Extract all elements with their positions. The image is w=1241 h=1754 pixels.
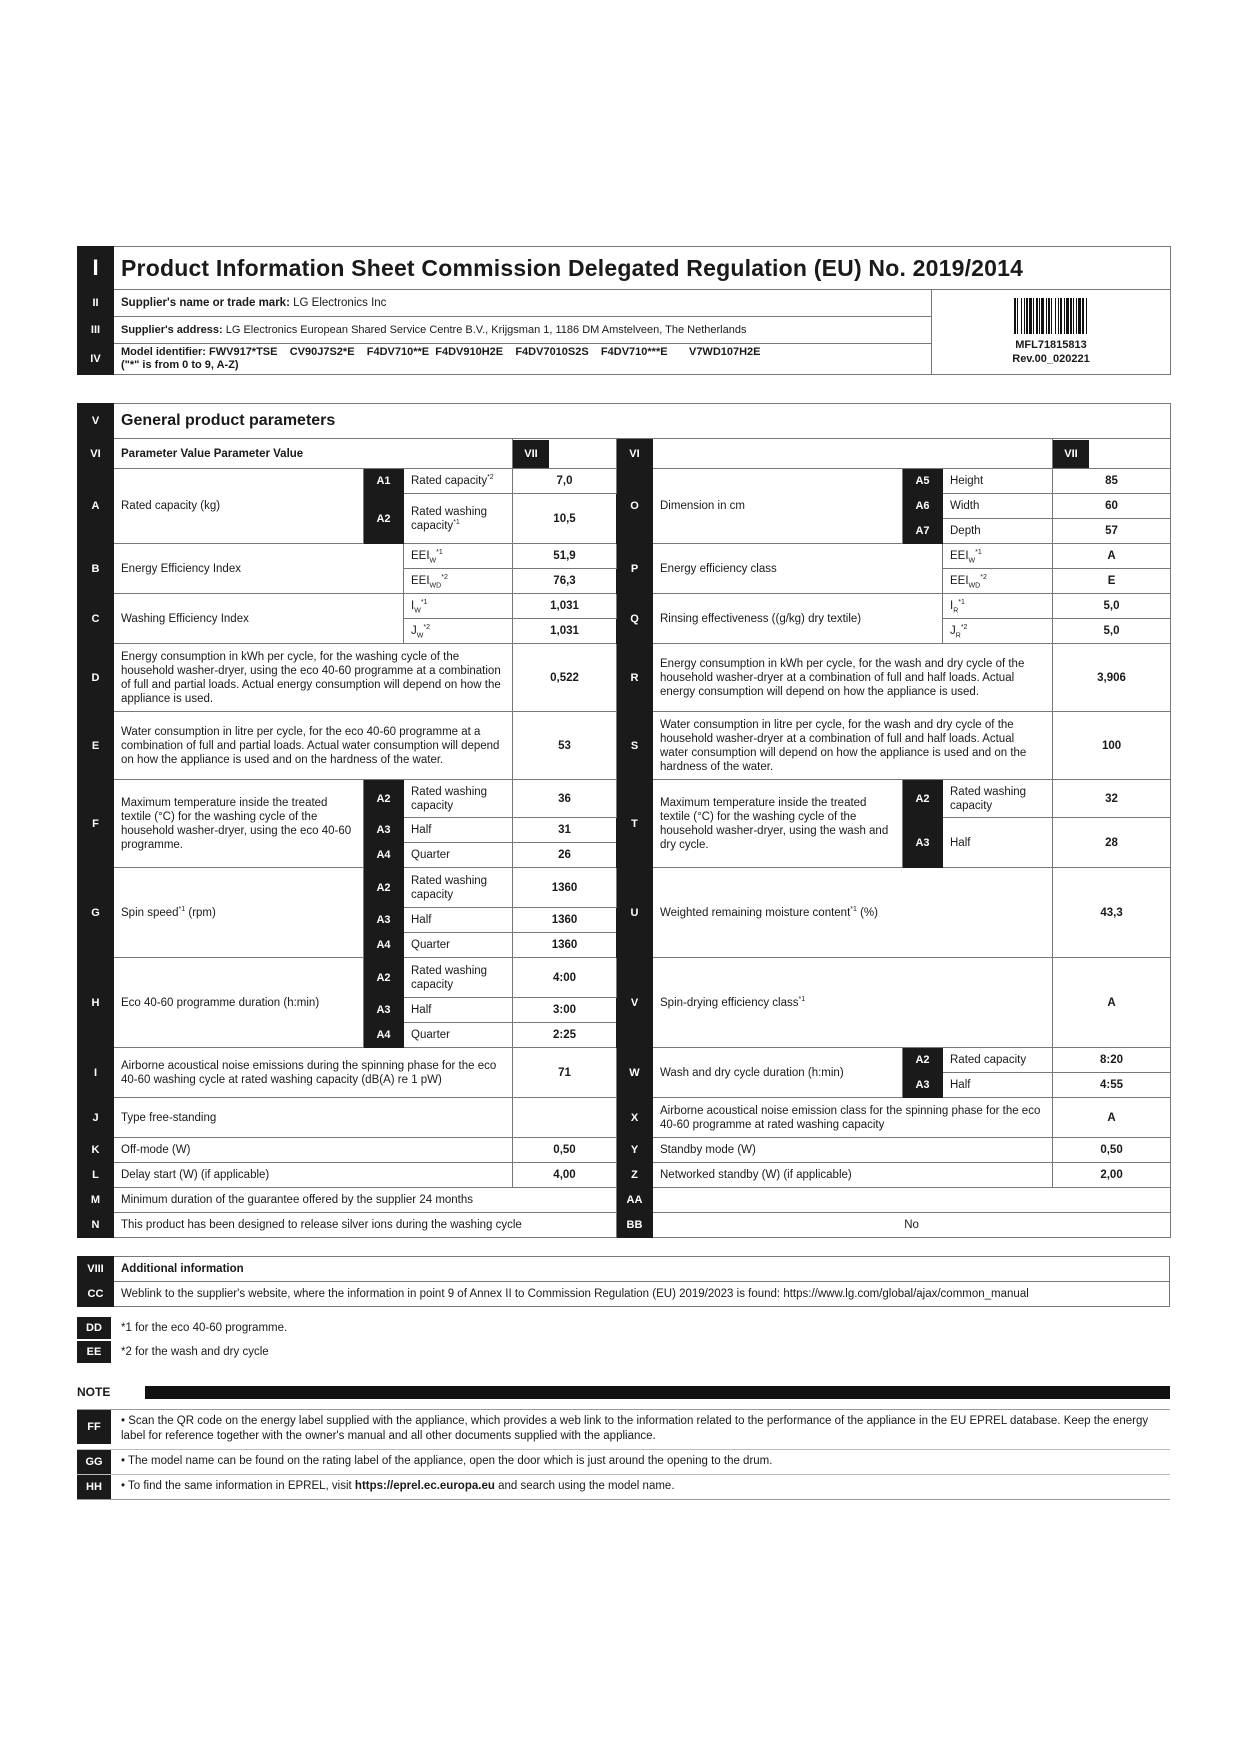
row-key-g: G <box>78 868 114 958</box>
jr-label <box>943 619 1053 644</box>
row-key-aa: AA <box>617 1188 653 1213</box>
jw-text: J <box>411 625 417 637</box>
f-a2-label: Rated washing capacity <box>404 780 513 818</box>
height-label: Height <box>943 469 1053 494</box>
water-consumption-washdry-value: 100 <box>1053 712 1171 780</box>
washdry-duration-label: Wash and dry cycle duration (h:min) <box>653 1048 903 1098</box>
f-a4-value: 26 <box>513 843 617 868</box>
g-a2-value: 1360 <box>513 868 617 908</box>
row-key-z: Z <box>617 1163 653 1188</box>
section-title: General product parameters <box>114 404 1171 439</box>
note-gg <box>77 1449 1170 1474</box>
eeiw-text: EEI <box>411 550 430 562</box>
additional-info-block <box>77 1256 1170 1307</box>
g-a4-value: 1360 <box>513 933 617 958</box>
doc-revision: Rev.00_020221 <box>1012 353 1090 365</box>
iw-sub: W <box>414 607 421 615</box>
jr-value: 5,0 <box>1053 619 1171 644</box>
remaining-moisture-label <box>653 868 1053 958</box>
barcode-icon <box>984 298 1119 334</box>
sub-key-a5: A5 <box>903 469 943 494</box>
silver-ions-value: No <box>653 1213 1171 1238</box>
jr-text: J <box>950 625 956 637</box>
note-gg-text: • The model name can be found on the rating label of the appliance, open the door which is just around the opening to the drum. <box>121 1455 773 1467</box>
additional-title: Additional information <box>114 1257 1170 1282</box>
silver-ions-label: This product has been designed to release silver ions during the washing cycle <box>114 1213 617 1238</box>
sub-key-a2: A2 <box>364 494 404 544</box>
spin-drying-class-label <box>653 958 1053 1048</box>
eeiwd-class-value: E <box>1053 569 1171 594</box>
row-key-x: X <box>617 1098 653 1138</box>
w-a3-value: 4:55 <box>1053 1073 1171 1098</box>
footnote-ee <box>77 1341 269 1363</box>
width-label: Width <box>943 494 1053 519</box>
energy-efficiency-index-label: Energy Efficiency Index <box>114 544 404 594</box>
model-note: ("*" is from 0 to 9, A-Z) <box>121 359 239 371</box>
row-key-e: E <box>78 712 114 780</box>
section-key-viii: VIII <box>78 1257 114 1282</box>
remaining-moisture-text: Weighted remaining moisture content <box>660 906 851 919</box>
t-a2-value: 32 <box>1053 780 1171 818</box>
row-key-c: C <box>78 594 114 644</box>
parameter-header-right <box>653 439 1053 469</box>
h-a3-label: Half <box>404 998 513 1023</box>
energy-efficiency-class-label: Energy efficiency class <box>653 544 943 594</box>
sub-key-a1: A1 <box>364 469 404 494</box>
model-identifier-row <box>114 344 932 375</box>
w-a2-label: Rated capacity <box>943 1048 1053 1073</box>
eeiw-value: 51,9 <box>513 544 617 569</box>
g-a3-label: Half <box>404 908 513 933</box>
note-bar <box>145 1386 1170 1399</box>
eeiw-class-text: EEI <box>950 550 969 562</box>
row-key-j: J <box>78 1098 114 1138</box>
row-key-cc: CC <box>78 1282 114 1307</box>
iw-text: I <box>411 600 415 612</box>
spin-speed-label <box>114 868 364 958</box>
eprel-link[interactable]: https://eprel.ec.europa.eu <box>354 1480 495 1492</box>
row-key-b: B <box>78 544 114 594</box>
section-key-ii: II <box>78 290 114 317</box>
spin-drying-class-value: A <box>1053 958 1171 1048</box>
model-label: Model identifier: <box>121 346 206 358</box>
eeiw-class-sup: *1 <box>975 549 982 557</box>
spin-drying-class-text: Spin-drying efficiency class <box>660 996 799 1009</box>
eeiwd-class-text: EEI <box>950 575 969 587</box>
row-key-bb: BB <box>617 1213 653 1238</box>
t-sub-key-a2: A2 <box>903 780 943 818</box>
row-key-a: A <box>78 469 114 544</box>
energy-consumption-washdry-label: Energy consumption in kWh per cycle, for the wash and dry cycle of the household washer-dryer at a combination of full and half loads. Actual energy consumption will depend on how the appliance is used. <box>653 644 1053 712</box>
eeiwd-class-label <box>943 569 1053 594</box>
dimension-label: Dimension in cm <box>653 469 903 544</box>
note-hh-text <box>111 1475 1170 1498</box>
eeiwd-label <box>404 569 513 594</box>
jw-label <box>404 619 513 644</box>
rinsing-effectiveness-label: Rinsing effectiveness ((g/kg) dry textile) <box>653 594 943 644</box>
water-consumption-wash-label: Water consumption in litre per cycle, for the eco 40-60 programme at a combination of full and partial loads. Actual water consumption will depend on how the appliance is used and on the hardness of the water. <box>114 712 513 780</box>
noise-emission-value: 71 <box>513 1048 617 1098</box>
rated-capacity-label: Rated capacity (kg) <box>114 469 364 544</box>
jw-value: 1,031 <box>513 619 617 644</box>
note-hh-pre: • To find the same information in EPREL, visit <box>121 1480 355 1492</box>
h-a4-value: 2:25 <box>513 1023 617 1048</box>
row-key-gg: GG <box>77 1450 111 1474</box>
remaining-moisture-sup: *1 <box>850 905 857 913</box>
vii-header-cell-right <box>1053 439 1171 469</box>
g-sub-key-a4: A4 <box>364 933 404 958</box>
off-mode-value: 0,50 <box>513 1138 617 1163</box>
iw-value: 1,031 <box>513 594 617 619</box>
off-mode-label: Off-mode (W) <box>114 1138 513 1163</box>
jw-sup: *2 <box>423 624 430 632</box>
w-sub-key-a2: A2 <box>903 1048 943 1073</box>
remaining-moisture-value: 43,3 <box>1053 868 1171 958</box>
barcode-stripe <box>1087 298 1088 334</box>
row-key-hh: HH <box>77 1475 111 1499</box>
row-key-k: K <box>78 1138 114 1163</box>
rated-washing-capacity-label <box>404 494 513 544</box>
section-key-i: I <box>78 247 114 290</box>
spin-speed-unit: (rpm) <box>185 906 216 919</box>
row-key-ee: EE <box>77 1341 111 1363</box>
standby-label: Standby mode (W) <box>653 1138 1053 1163</box>
section-key-vii: VII <box>513 440 549 468</box>
page-title: Product Information Sheet Commission Delegated Regulation (EU) No. 2019/2014 <box>114 247 1171 290</box>
sub-key-a7: A7 <box>903 519 943 544</box>
section-key-v: V <box>78 404 114 439</box>
jr-sup: *2 <box>960 624 968 632</box>
row-key-n: N <box>78 1213 114 1238</box>
note-ff <box>77 1410 1170 1448</box>
a1-label: Rated capacity <box>411 475 488 487</box>
h-a3-value: 3:00 <box>513 998 617 1023</box>
water-consumption-washdry-label: Water consumption in litre per cycle, for the wash and dry cycle of the household washer-dryer at a combination of full and half loads. Actual water consumption will depend on how the appliance is used and on the hardness of the water. <box>653 712 1053 780</box>
row-key-p: P <box>617 544 653 594</box>
w-a2-value: 8:20 <box>1053 1048 1171 1073</box>
parameter-header: Parameter Value Parameter Value <box>114 439 513 469</box>
f-sub-key-a4: A4 <box>364 843 404 868</box>
eco-duration-label: Eco 40-60 programme duration (h:min) <box>114 958 364 1048</box>
rated-capacity-value: 7,0 <box>513 469 617 494</box>
row-key-o: O <box>617 469 653 544</box>
height-value: 85 <box>1053 469 1171 494</box>
eeiw-label <box>404 544 513 569</box>
row-key-w: W <box>617 1048 653 1098</box>
vii-header-cell <box>513 439 617 469</box>
note-ff-text: • Scan the QR code on the energy label supplied with the appliance, which provides a web link to the information related to the performance of the appliance in the EU EPREL database. Keep the energy label for reference together with the owner's manual and all other documents supplied with the appliance. <box>121 1415 1149 1442</box>
f-a4-label: Quarter <box>404 843 513 868</box>
g-a4-label: Quarter <box>404 933 513 958</box>
water-consumption-wash-value: 53 <box>513 712 617 780</box>
g-sub-key-a2: A2 <box>364 868 404 908</box>
energy-consumption-wash-label: Energy consumption in kWh per cycle, for the washing cycle of the household washer-dryer, using the eco 40-60 programme at a combination of full and partial loads. Actual energy consumption will depend on how the appliance is used. <box>114 644 513 712</box>
row-key-l: L <box>78 1163 114 1188</box>
iw-label <box>404 594 513 619</box>
depth-label: Depth <box>943 519 1053 544</box>
ir-sub: R <box>953 607 959 615</box>
eeiw-sup: *1 <box>436 549 443 557</box>
jr-sub: R <box>955 632 961 640</box>
rated-washing-capacity-value: 10,5 <box>513 494 617 544</box>
eeiwd-class-sup: *2 <box>980 574 987 582</box>
row-key-t: T <box>617 780 653 868</box>
spin-speed-sup: *1 <box>178 905 186 913</box>
note-header <box>77 1381 1170 1403</box>
networked-standby-value: 2,00 <box>1053 1163 1171 1188</box>
supplier-value: LG Electronics Inc <box>293 297 387 309</box>
washing-efficiency-index-label: Washing Efficiency Index <box>114 594 404 644</box>
eeiw-sub: W <box>429 557 437 565</box>
footnote-dd-text: *1 for the eco 40-60 programme. <box>121 1322 288 1334</box>
max-temp-washdry-label: Maximum temperature inside the treated textile (°C) for the washing cycle of the household washer-dryer, using the wash and dry cycle. <box>653 780 903 868</box>
row-key-y: Y <box>617 1138 653 1163</box>
footnote-dd <box>77 1317 287 1339</box>
h-a2-label: Rated washing capacity <box>404 958 513 998</box>
w-a3-label: Half <box>943 1073 1053 1098</box>
row-key-s: S <box>617 712 653 780</box>
type-value <box>513 1098 617 1138</box>
section-key-iii: III <box>78 317 114 344</box>
h-a2-value: 4:00 <box>513 958 617 998</box>
standby-value: 0,50 <box>1053 1138 1171 1163</box>
width-value: 60 <box>1053 494 1171 519</box>
g-a3-value: 1360 <box>513 908 617 933</box>
eeiw-class-label <box>943 544 1053 569</box>
g-sub-key-a3: A3 <box>364 908 404 933</box>
guarantee-label: Minimum duration of the guarantee offered by the supplier 24 months <box>114 1188 617 1213</box>
eeiwd-class-sub: WD <box>968 582 981 590</box>
noise-class-label: Airborne acoustical noise emission class for the spinning phase for the eco 40-60 programme at rated washing capacity <box>653 1098 1053 1138</box>
spin-speed-text: Spin speed <box>121 906 179 919</box>
a2-sup: *1 <box>453 518 460 526</box>
supplier-label: Supplier's name or trade mark: <box>121 297 290 309</box>
energy-consumption-wash-value: 0,522 <box>513 644 617 712</box>
rated-capacity-sub-label <box>404 469 513 494</box>
note-hh <box>77 1474 1170 1500</box>
section-key-vi: VI <box>78 439 114 469</box>
row-key-ff: FF <box>77 1410 111 1444</box>
weblink-text[interactable] <box>114 1282 1170 1307</box>
w-sub-key-a3: A3 <box>903 1073 943 1098</box>
eeiwd-sub: WD <box>429 582 442 590</box>
f-sub-key-a2: A2 <box>364 780 404 818</box>
row-key-m: M <box>78 1188 114 1213</box>
row-key-r: R <box>617 644 653 712</box>
ir-label <box>943 594 1053 619</box>
barcode-cell <box>932 290 1171 375</box>
header-block <box>77 246 1170 375</box>
ir-text: I <box>950 600 954 612</box>
aa-value <box>653 1188 1171 1213</box>
row-key-h: H <box>78 958 114 1048</box>
t-a2-label: Rated washing capacity <box>943 780 1053 818</box>
h-a4-label: Quarter <box>404 1023 513 1048</box>
note-title: NOTE <box>77 1385 111 1399</box>
f-a2-value: 36 <box>513 780 617 818</box>
note-hh-post: and search using the model name. <box>494 1480 675 1492</box>
depth-value: 57 <box>1053 519 1171 544</box>
ir-value: 5,0 <box>1053 594 1171 619</box>
row-key-f: F <box>78 780 114 868</box>
h-sub-key-a4: A4 <box>364 1023 404 1048</box>
weblink-label: Weblink to the supplier's website, where the information in point 9 of Annex II to Commission Regulation (EU) 2019/2023 is found: https://www.lg.com/global/ajax/common_manual <box>121 1288 1029 1300</box>
row-key-dd: DD <box>77 1317 111 1339</box>
sub-key-a6: A6 <box>903 494 943 519</box>
doc-code: MFL71815813 <box>1015 339 1087 351</box>
eeiwd-text: EEI <box>411 575 430 587</box>
h-sub-key-a2: A2 <box>364 958 404 998</box>
eeiwd-value: 76,3 <box>513 569 617 594</box>
t-a3-label: Half <box>943 818 1053 868</box>
f-sub-key-a3: A3 <box>364 818 404 843</box>
section-key-vi-right: VI <box>617 439 653 469</box>
footnote-ee-text: *2 for the wash and dry cycle <box>121 1346 269 1358</box>
row-key-u: U <box>617 868 653 958</box>
delay-start-value: 4,00 <box>513 1163 617 1188</box>
remaining-moisture-unit: (%) <box>856 906 878 919</box>
energy-consumption-washdry-value: 3,906 <box>1053 644 1171 712</box>
type-label: Type free-standing <box>114 1098 513 1138</box>
max-temp-wash-label: Maximum temperature inside the treated textile (°C) for the washing cycle of the household washer-dryer, using the eco 40-60 programme. <box>114 780 364 868</box>
iw-sup: *1 <box>420 599 428 607</box>
g-a2-label: Rated washing capacity <box>404 868 513 908</box>
general-parameters-block <box>77 403 1170 1238</box>
jw-sub: W <box>416 632 424 640</box>
section-key-vii-right: VII <box>1053 440 1089 468</box>
eeiw-class-sub: W <box>968 557 976 565</box>
f-a3-value: 31 <box>513 818 617 843</box>
eeiwd-sup: *2 <box>441 574 448 582</box>
noise-emission-label: Airborne acoustical noise emissions during the spinning phase for the eco 40-60 washing cycle at rated washing capacity (dB(A) re 1 pW) <box>114 1048 513 1098</box>
delay-start-label: Delay start (W) (if applicable) <box>114 1163 513 1188</box>
t-sub-key-a3: A3 <box>903 818 943 868</box>
ir-sup: *1 <box>958 599 965 607</box>
a1-sup: *2 <box>487 474 494 482</box>
address-label: Supplier's address: <box>121 324 223 336</box>
model-list: FWV917*TSE CV90J7S2*E F4DV710**E F4DV910H2E F4DV7010S2S F4DV710***E V7WD107H2E <box>209 346 761 358</box>
row-key-d: D <box>78 644 114 712</box>
row-key-i: I <box>78 1048 114 1098</box>
supplier-address-row <box>114 317 932 344</box>
t-a3-value: 28 <box>1053 818 1171 868</box>
spin-drying-class-sup: *1 <box>798 995 806 1003</box>
noise-class-value: A <box>1053 1098 1171 1138</box>
address-value: LG Electronics European Shared Service Centre B.V., Krijgsman 1, 1186 DM Amstelveen, The Netherlands <box>225 324 747 336</box>
h-sub-key-a3: A3 <box>364 998 404 1023</box>
row-key-q: Q <box>617 594 653 644</box>
supplier-name-row <box>114 290 932 317</box>
row-key-v: V <box>617 958 653 1048</box>
eeiw-class-value: A <box>1053 544 1171 569</box>
networked-standby-label: Networked standby (W) (if applicable) <box>653 1163 1053 1188</box>
f-a3-label: Half <box>404 818 513 843</box>
a2-label: Rated washing capacity <box>411 505 488 532</box>
section-key-iv: IV <box>78 344 114 375</box>
